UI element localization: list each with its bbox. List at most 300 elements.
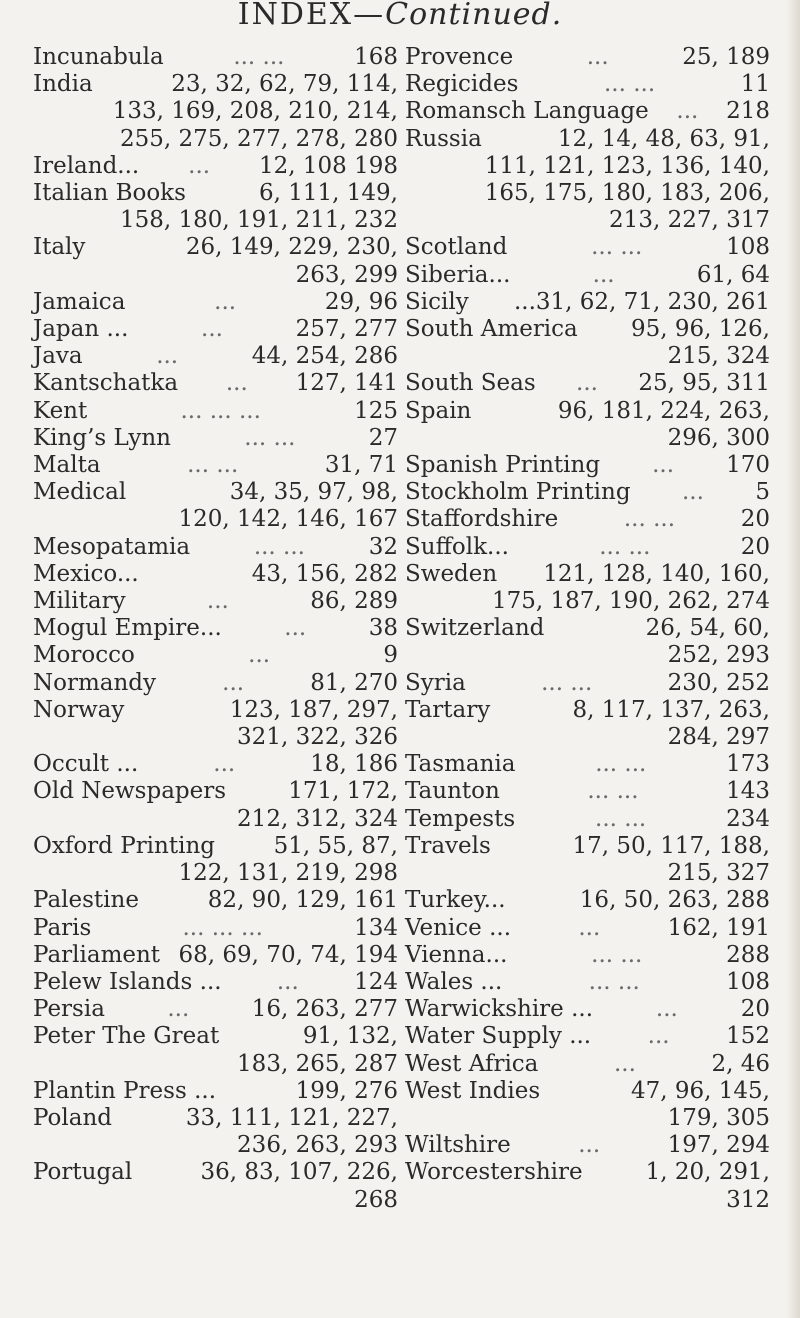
entry-leader xyxy=(578,316,631,343)
entry-line xyxy=(33,615,398,642)
entry-term: Parliament xyxy=(33,941,161,968)
entry-pages: 82, 90, 129, 161 xyxy=(207,887,398,914)
entry-term: South Seas xyxy=(405,370,536,397)
entry-pages: 197, 294 xyxy=(667,1132,770,1159)
entry-line xyxy=(33,697,398,724)
entry-term: Plantin Press ... xyxy=(33,1077,217,1104)
entry-term: Warwickshire ... xyxy=(405,996,594,1023)
entry-term: Java xyxy=(33,343,83,370)
entry-term: Italy xyxy=(33,234,86,261)
index-entry xyxy=(405,615,770,669)
entry-line xyxy=(405,1078,770,1105)
index-entry xyxy=(405,778,770,805)
entry-line xyxy=(405,615,770,642)
entry-pages: 29, 96 xyxy=(324,288,398,315)
index-entry xyxy=(33,751,398,778)
entry-term: Staffordshire xyxy=(405,506,559,533)
index-entry xyxy=(33,615,398,642)
entry-term: Poland xyxy=(33,1104,112,1131)
entry-line xyxy=(33,642,398,669)
entry-term: Siberia... xyxy=(405,261,511,288)
index-entry xyxy=(405,561,770,615)
entry-pages: 134 xyxy=(354,914,398,941)
entry-pages: 38 xyxy=(368,615,398,642)
entry-pages: 199, 276 xyxy=(295,1077,398,1104)
entry-leader xyxy=(132,1159,200,1186)
entry-leader: ... ... xyxy=(187,452,239,479)
entry-leader: ... xyxy=(592,261,615,288)
entry-leader: ... xyxy=(576,370,598,397)
entry-leader xyxy=(219,1023,303,1050)
entry-pages: 17, 50, 117, 188, xyxy=(572,832,770,859)
entry-continuation xyxy=(33,1051,398,1078)
index-entry xyxy=(33,370,398,397)
entry-leader xyxy=(540,1078,631,1105)
index-entry xyxy=(33,316,398,343)
entry-pages: 213, 227, 317 xyxy=(609,207,770,234)
entry-leader: ... xyxy=(655,996,678,1023)
entry-leader: ... xyxy=(613,1050,636,1077)
entry-pages: 230, 252 xyxy=(667,669,770,696)
entry-line xyxy=(33,452,398,479)
entry-term: Italian Books xyxy=(33,180,186,207)
entry-leader xyxy=(506,887,580,914)
entry-line xyxy=(33,534,398,561)
entry-pages: 32 xyxy=(368,533,398,560)
entry-pages: 44, 254, 286 xyxy=(251,343,398,370)
entry-term: Palestine xyxy=(33,887,139,914)
entry-line xyxy=(405,806,770,833)
entry-leader xyxy=(226,778,288,805)
entry-pages: 81, 270 xyxy=(310,669,398,696)
index-entry xyxy=(405,234,770,261)
entry-pages: 321, 322, 326 xyxy=(237,724,398,751)
entry-pages: 108 xyxy=(726,234,770,261)
index-entry xyxy=(405,398,770,452)
entry-line xyxy=(33,370,398,397)
entry-term: Japan ... xyxy=(33,316,129,343)
index-entry xyxy=(33,289,398,316)
entry-leader: ... ... xyxy=(253,533,305,560)
entry-continuation xyxy=(405,860,770,887)
index-entry xyxy=(33,670,398,697)
entry-pages: 120, 142, 146, 167 xyxy=(178,506,398,533)
entry-leader xyxy=(160,942,178,969)
index-entry xyxy=(33,180,398,234)
entry-pages: 36, 83, 107, 226, xyxy=(200,1159,398,1186)
entry-line xyxy=(405,969,770,996)
entry-line xyxy=(405,561,770,588)
entry-pages: 96, 181, 224, 263, xyxy=(557,397,770,424)
entry-term: Regicides xyxy=(405,71,519,98)
entry-pages: 16, 263, 277 xyxy=(251,996,398,1023)
entry-term: Military xyxy=(33,588,126,615)
entry-line xyxy=(33,969,398,996)
entry-leader xyxy=(93,71,172,98)
entry-term: Tartary xyxy=(405,696,491,723)
index-entry xyxy=(33,887,398,914)
entry-line xyxy=(33,833,398,860)
entry-pages: 25, 189 xyxy=(682,44,770,70)
entry-pages: 171, 172, xyxy=(288,778,398,805)
entry-pages: 312 xyxy=(726,1186,770,1213)
index-entry xyxy=(405,1078,770,1132)
entry-leader: ... ... xyxy=(603,71,656,98)
entry-continuation xyxy=(33,806,398,833)
entry-line xyxy=(33,71,398,98)
entry-term: Suffolk... xyxy=(405,533,509,560)
entry-line xyxy=(405,262,770,289)
entry-pages: 179, 305 xyxy=(667,1104,770,1131)
entry-pages: 257, 277 xyxy=(295,316,398,343)
index-entry xyxy=(405,1159,770,1213)
index-entry xyxy=(405,44,770,71)
entry-pages: 33, 111, 121, 227, xyxy=(185,1104,398,1131)
entry-pages: 215, 327 xyxy=(667,860,770,887)
entry-leader: ... ... xyxy=(623,506,676,533)
entry-leader: ... xyxy=(682,479,704,506)
entry-term: Portugal xyxy=(33,1159,133,1186)
entry-pages: 26, 149, 229, 230, xyxy=(185,234,398,261)
entry-leader xyxy=(482,126,558,153)
entry-leader: ... xyxy=(188,152,211,179)
index-entry xyxy=(405,915,770,942)
entry-pages: 47, 96, 145, xyxy=(631,1077,770,1104)
entry-leader: ... xyxy=(284,615,307,642)
entry-leader: ... xyxy=(206,588,229,615)
entry-leader xyxy=(215,833,274,860)
entry-leader: ... xyxy=(676,98,699,125)
entry-term: Old Newspapers xyxy=(33,778,227,805)
entry-pages: 25, 95, 311 xyxy=(638,370,770,397)
entry-pages: ...31, 62, 71, 230, 261 xyxy=(513,288,770,315)
entry-term: Paris xyxy=(33,914,92,941)
entry-pages: 123, 187, 297, xyxy=(229,696,398,723)
entry-line xyxy=(405,370,770,397)
entry-leader: ... ... xyxy=(541,669,593,696)
entry-continuation xyxy=(33,860,398,887)
index-entry xyxy=(33,1105,398,1159)
page-header: INDEX—Continued. xyxy=(0,0,800,34)
entry-term: Sicily xyxy=(405,288,469,315)
index-entry xyxy=(405,996,770,1023)
entry-line xyxy=(33,996,398,1023)
entry-leader: ... xyxy=(276,968,299,995)
entry-leader: ... ... xyxy=(588,968,640,995)
entry-continuation xyxy=(33,1132,398,1159)
index-entry xyxy=(33,1023,398,1077)
entry-line xyxy=(405,1159,770,1186)
entry-pages: 127, 141 xyxy=(295,370,398,397)
index-entry xyxy=(33,343,398,370)
entry-term: Taunton xyxy=(405,778,500,805)
index-entry xyxy=(33,534,398,561)
index-entry xyxy=(405,506,770,533)
index-entry xyxy=(33,942,398,969)
entry-pages: 31, 71 xyxy=(324,452,398,479)
index-entry xyxy=(405,126,770,235)
entry-leader: ... xyxy=(578,1132,601,1159)
entry-pages: 125 xyxy=(354,397,398,424)
entry-line xyxy=(405,887,770,914)
entry-leader: ... xyxy=(248,642,271,669)
entry-pages: 284, 297 xyxy=(667,724,770,751)
entry-line xyxy=(405,1051,770,1078)
entry-term: West Africa xyxy=(405,1050,539,1077)
entry-pages: 236, 263, 293 xyxy=(237,1132,398,1159)
entry-pages: 108 xyxy=(726,968,770,995)
entry-term: Kent xyxy=(33,397,88,424)
entry-pages: 255, 275, 277, 278, 280 xyxy=(120,125,398,152)
entry-pages: 162, 191 xyxy=(667,914,770,941)
entry-line xyxy=(405,942,770,969)
entry-pages: 68, 69, 70, 74, 194 xyxy=(178,941,398,968)
entry-continuation xyxy=(33,724,398,751)
index-entry xyxy=(405,969,770,996)
entry-term: Norway xyxy=(33,696,125,723)
entry-term: Oxford Printing xyxy=(33,832,215,859)
entry-pages: 61, 64 xyxy=(696,261,770,288)
index-entry xyxy=(33,561,398,588)
entry-pages: 133, 169, 208, 210, 214, xyxy=(112,98,398,125)
entry-continuation xyxy=(405,724,770,751)
entry-pages: 18, 186 xyxy=(310,751,398,778)
entry-term: Jamaica xyxy=(33,288,126,315)
entry-leader xyxy=(139,887,208,914)
entry-line xyxy=(405,751,770,778)
entry-term: Normandy xyxy=(33,669,157,696)
index-entry xyxy=(33,234,398,288)
entry-continuation xyxy=(405,153,770,180)
entry-term: Occult ... xyxy=(33,751,139,778)
entry-term: Stockholm Printing xyxy=(405,479,631,506)
entry-leader: ... ... xyxy=(244,424,296,451)
entry-pages: 212, 312, 324 xyxy=(237,805,398,832)
entry-pages: 12, 14, 48, 63, 91, xyxy=(557,125,770,152)
index-entry xyxy=(405,534,770,561)
entry-leader xyxy=(583,1159,646,1186)
entry-line xyxy=(33,479,398,506)
entry-line xyxy=(405,697,770,724)
entry-leader xyxy=(497,561,543,588)
entry-pages: 234 xyxy=(726,805,770,832)
entry-line xyxy=(33,1159,398,1186)
entry-leader: ... xyxy=(201,316,223,343)
entry-pages: 175, 187, 190, 262, 274 xyxy=(492,588,770,615)
entry-leader xyxy=(544,615,645,642)
entry-term: Persia xyxy=(33,996,105,1023)
entry-line xyxy=(33,915,398,942)
entry-continuation xyxy=(405,1105,770,1132)
entry-pages: 124 xyxy=(354,968,398,995)
entry-pages: 252, 293 xyxy=(667,642,770,669)
entry-term: Mesopatamia xyxy=(33,533,191,560)
entry-pages: 2, 46 xyxy=(711,1050,770,1077)
index-entry xyxy=(33,479,398,533)
entry-leader: ... ... ... xyxy=(180,397,261,424)
entry-pages: 16, 50, 263, 288 xyxy=(579,887,770,914)
entry-pages: 23, 32, 62, 79, 114, xyxy=(171,71,398,98)
entry-term: Morocco xyxy=(33,642,135,669)
entry-term: Provence xyxy=(405,44,514,70)
entry-term: Tasmania xyxy=(405,751,516,778)
entry-term: South America xyxy=(405,316,578,343)
entry-continuation xyxy=(405,425,770,452)
entry-continuation xyxy=(33,506,398,533)
index-entry xyxy=(33,588,398,615)
left-column xyxy=(33,44,398,1214)
entry-term: Water Supply ... xyxy=(405,1023,592,1050)
entry-leader: ... xyxy=(214,288,237,315)
entry-line xyxy=(33,343,398,370)
index-entry xyxy=(405,1051,770,1078)
entry-line xyxy=(405,479,770,506)
entry-pages: 20 xyxy=(740,506,770,533)
entry-continuation xyxy=(405,180,770,207)
entry-line xyxy=(405,996,770,1023)
entry-leader: ... xyxy=(167,996,190,1023)
index-entry xyxy=(405,887,770,914)
entry-pages: 51, 55, 87, xyxy=(273,832,398,859)
page-edge xyxy=(786,0,800,1318)
entry-leader: ... ... xyxy=(587,778,639,805)
entry-pages: 95, 96, 126, xyxy=(631,316,770,343)
entry-line xyxy=(405,289,770,316)
entry-pages: 296, 300 xyxy=(667,424,770,451)
entry-continuation xyxy=(33,126,398,153)
entry-continuation xyxy=(405,642,770,669)
entry-line xyxy=(33,44,398,71)
entry-leader xyxy=(124,697,229,724)
entry-line xyxy=(405,534,770,561)
entry-leader xyxy=(186,180,259,207)
entry-line xyxy=(405,234,770,261)
entry-line xyxy=(33,670,398,697)
entry-continuation xyxy=(405,343,770,370)
entry-pages: 8, 117, 137, 263, xyxy=(572,696,770,723)
index-entry xyxy=(33,398,398,425)
entry-line xyxy=(405,98,770,125)
entry-leader xyxy=(112,1105,186,1132)
entry-line xyxy=(33,1023,398,1050)
entry-line xyxy=(33,316,398,343)
entry-leader: ... ... xyxy=(591,941,643,968)
entry-line xyxy=(405,44,770,71)
entry-pages: 215, 324 xyxy=(667,343,770,370)
entry-term: Spain xyxy=(405,397,472,424)
index-entry xyxy=(33,778,398,832)
index-entry xyxy=(33,915,398,942)
entry-line xyxy=(33,1105,398,1132)
entry-term: Wiltshire xyxy=(405,1132,511,1159)
entry-leader xyxy=(216,1078,296,1105)
entry-pages: 27 xyxy=(368,424,398,451)
entry-continuation xyxy=(33,207,398,234)
entry-leader xyxy=(85,234,185,261)
index-entry xyxy=(33,1078,398,1105)
entry-line xyxy=(405,915,770,942)
entry-leader: ... xyxy=(586,44,609,70)
entry-pages: 91, 132, xyxy=(302,1023,398,1050)
entry-continuation xyxy=(405,1187,770,1214)
entry-pages: 5 xyxy=(755,479,770,506)
entry-pages: 122, 131, 219, 298 xyxy=(178,860,398,887)
entry-line xyxy=(33,778,398,805)
entry-pages: 20 xyxy=(740,996,770,1023)
entry-term: Malta xyxy=(33,452,101,479)
index-entry xyxy=(405,370,770,397)
entry-leader: ... ... xyxy=(233,44,285,70)
entry-line xyxy=(405,1132,770,1159)
entry-line xyxy=(405,670,770,697)
index-entry xyxy=(33,969,398,996)
index-entry xyxy=(405,479,770,506)
entry-line xyxy=(405,316,770,343)
entry-pages: 43, 156, 282 xyxy=(251,560,398,587)
entry-pages: 1, 20, 291, xyxy=(645,1159,770,1186)
entry-term: India xyxy=(33,71,93,98)
index-entry xyxy=(33,642,398,669)
entry-leader: ... ... xyxy=(595,751,647,778)
entry-leader: ... ... xyxy=(595,805,647,832)
entry-pages: 111, 121, 123, 136, 140, xyxy=(484,152,770,179)
entry-leader: ... xyxy=(222,669,245,696)
index-entry xyxy=(405,262,770,289)
entry-pages: 183, 265, 287 xyxy=(237,1050,398,1077)
entry-pages: 12, 108 198 xyxy=(259,152,398,179)
entry-leader xyxy=(491,833,573,860)
entry-term: Vienna... xyxy=(405,941,508,968)
entry-term: Medical xyxy=(33,479,127,506)
entry-pages: 152 xyxy=(726,1023,770,1050)
entry-leader: ... xyxy=(156,343,179,370)
entry-leader xyxy=(139,561,252,588)
index-entry xyxy=(405,670,770,697)
entry-leader xyxy=(469,289,514,316)
entry-pages: 9 xyxy=(383,642,398,669)
entry-term: Tempests xyxy=(405,805,516,832)
entry-term: Peter The Great xyxy=(33,1023,220,1050)
entry-term: Romansch Language xyxy=(405,98,649,125)
index-entry xyxy=(405,833,770,887)
entry-term: Incunabula xyxy=(33,44,164,70)
entry-leader xyxy=(126,479,230,506)
entry-pages: 170 xyxy=(726,452,770,479)
entry-line xyxy=(33,751,398,778)
entry-line xyxy=(33,942,398,969)
index-entry xyxy=(405,71,770,98)
entry-line xyxy=(33,289,398,316)
entry-line xyxy=(33,588,398,615)
entry-leader: ... ... xyxy=(599,533,651,560)
entry-leader xyxy=(471,398,557,425)
index-entry xyxy=(33,425,398,452)
entry-term: Travels xyxy=(405,832,491,859)
entry-pages: 268 xyxy=(354,1186,398,1213)
index-entry xyxy=(405,98,770,125)
entry-pages: 26, 54, 60, xyxy=(645,615,770,642)
entry-term: Switzerland xyxy=(405,615,545,642)
entry-leader: ... xyxy=(225,370,248,397)
entry-line xyxy=(405,506,770,533)
entry-term: Venice ... xyxy=(405,914,512,941)
entry-line xyxy=(405,71,770,98)
index-entry xyxy=(33,153,398,180)
entry-term: Ireland... xyxy=(33,152,140,179)
header-title: INDEX xyxy=(237,0,354,32)
entry-term: Turkey... xyxy=(405,887,506,914)
entry-pages: 143 xyxy=(726,778,770,805)
